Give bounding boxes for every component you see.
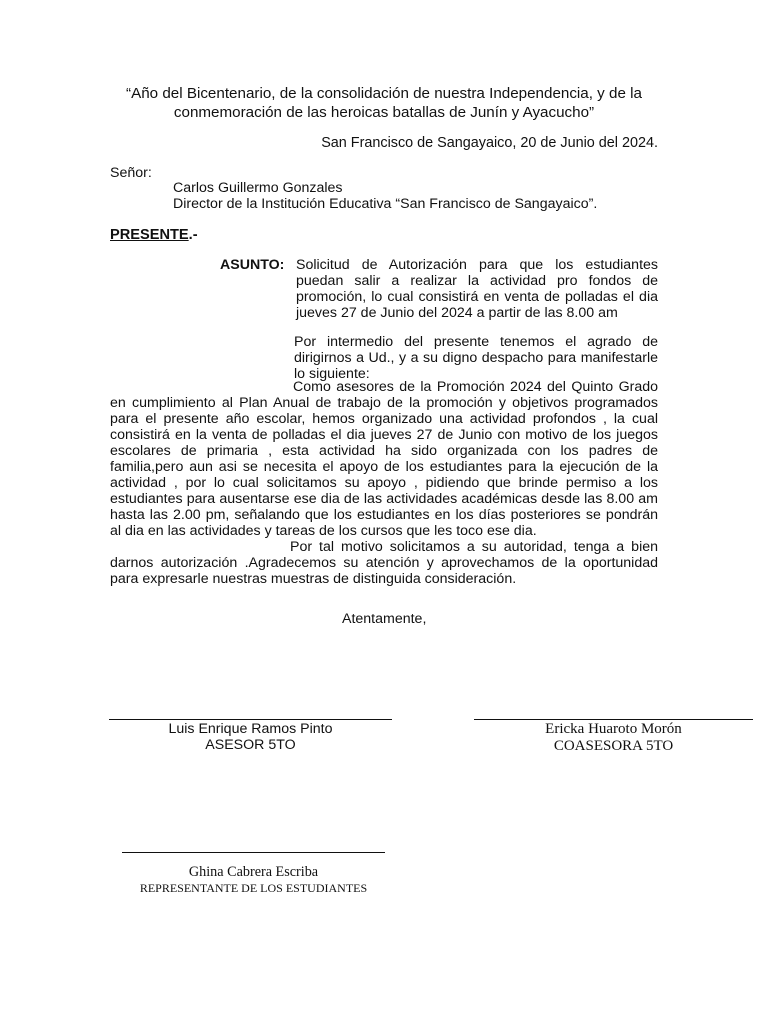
date-line: San Francisco de Sangayaico, 20 de Junio del 2024. xyxy=(321,135,658,151)
recipient-position: Director de la Institución Educativa “San Francisco de Sangayaico”. xyxy=(173,196,598,212)
asunto-text: Solicitud de Autorización para que los estudiantes puedan salir a realizar la actividad pro fondos de promoción, lo cual consistirá en venta de polladas el dia jueves 27 de Junio del 2024 a partir de las 8.00 am xyxy=(296,257,658,321)
signature-line-coadvisor xyxy=(474,719,753,720)
coadvisor-name: Ericka Huaroto Morón xyxy=(545,721,682,737)
signature-line-advisor xyxy=(109,719,392,720)
motto-line-2: conmemoración de las heroicas batallas de Junín y Ayacucho” xyxy=(173,104,595,121)
coadvisor-role: COASESORA 5TO xyxy=(553,738,674,754)
signature-block-representative xyxy=(122,864,385,896)
recipient-block xyxy=(173,180,597,212)
advisor-name: Luis Enrique Ramos Pinto xyxy=(168,721,333,737)
body-paragraph-2: Por tal motivo solicitamos a su autoridad, tenga a bien darnos autorización .Agradecemos su atención y aprovechamos de la oportunidad para expresarle nuestras muestras de distinguida consideración. xyxy=(110,539,658,587)
advisor-role: ASESOR 5TO xyxy=(205,737,296,753)
asunto-label: ASUNTO: xyxy=(220,257,285,273)
signature-block-advisor xyxy=(109,721,392,753)
presente-heading xyxy=(110,227,198,243)
signature-line-representative xyxy=(122,852,385,853)
salutation: Señor: xyxy=(110,165,152,181)
signature-block-coadvisor xyxy=(474,721,753,755)
intro-paragraph: Por intermedio del presente tenemos el agrado de dirigirnos a Ud., y a su digno despacho para manifestarle lo siguiente: xyxy=(294,334,658,382)
presente-word: PRESENTE xyxy=(110,227,189,243)
presente-suffix: .- xyxy=(188,227,198,243)
body-paragraph-1: Como asesores de la Promoción 2024 del Quinto Grado en cumplimiento al Plan Anual de trabajo de la promoción y objetivos programados para el presente año escolar, hemos organizado una actividad profondos , la cual consistirá en la venta de polladas el dia jueves 27 de Junio con motivo de los juegos escolares de primaria , esta actividad ha sido organizada con los padres de familia,pero aun asi se necesita el apoyo de los estudiantes para la ejecución de la actividad , por lo cual solicitamos su apoyo , pidiendo que brinde permiso a los estudiantes para ausentarse ese dia de las actividades académicas desde las 8.00 am hasta las 2.00 pm, señalando que los estudiantes en los días posteriores se pondrán al dia en las actividades y tareas de los cursos que les toco ese dia. xyxy=(110,379,658,539)
recipient-name: Carlos Guillermo Gonzales xyxy=(173,180,343,196)
motto-line-1: “Año del Bicentenario, de la consolidación de nuestra Independencia, y de la xyxy=(126,85,642,102)
letter-body xyxy=(110,379,658,587)
document-header-motto xyxy=(100,84,668,122)
representative-role: REPRESENTANTE DE LOS ESTUDIANTES xyxy=(139,881,368,895)
representative-name: Ghina Cabrera Escriba xyxy=(188,864,319,880)
closing-greeting: Atentamente, xyxy=(342,611,427,627)
